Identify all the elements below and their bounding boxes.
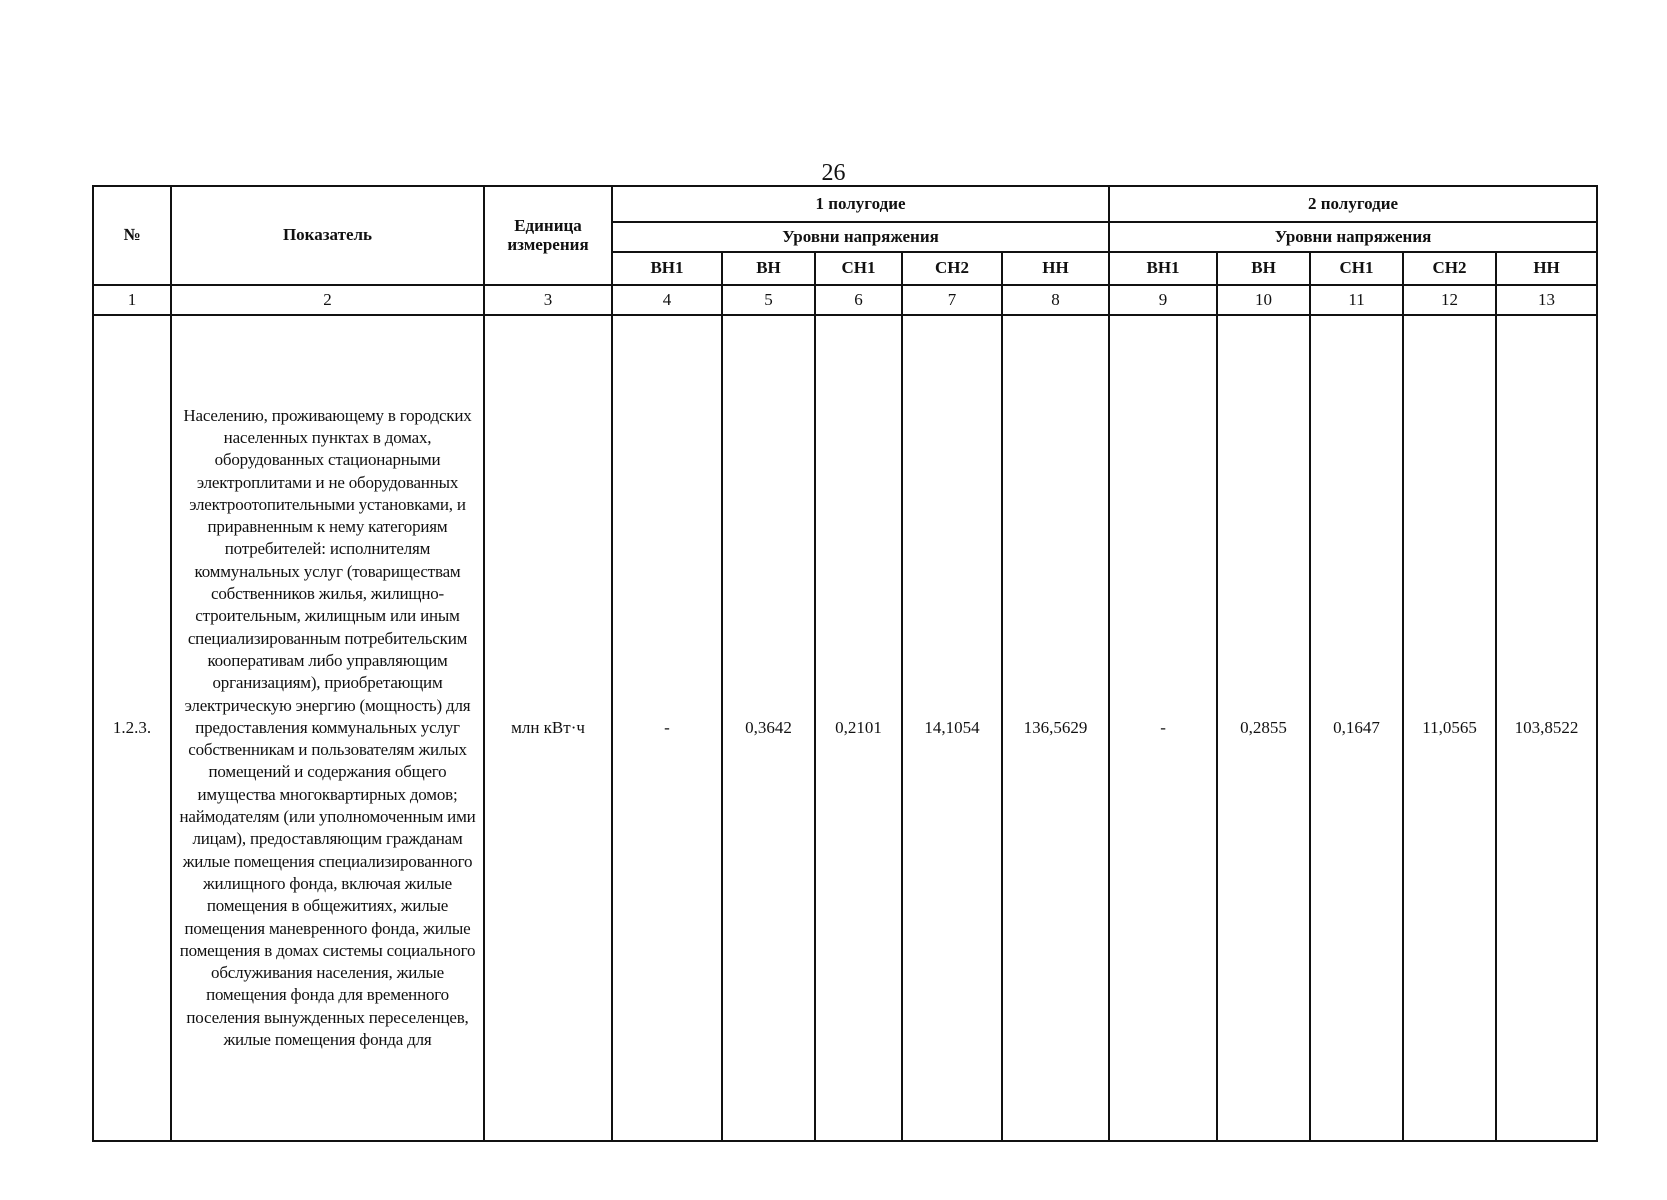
column-number: 9 xyxy=(1109,285,1217,315)
header-level-sn1-h2: СН1 xyxy=(1310,252,1403,285)
value-h1-vn: 0,3642 xyxy=(722,315,815,1141)
column-number: 13 xyxy=(1496,285,1597,315)
header-unit: Единица измерения xyxy=(484,186,612,285)
table-row xyxy=(93,315,1597,1141)
header-voltage-levels-1: Уровни напряжения xyxy=(612,222,1109,252)
value-h2-vn1: - xyxy=(1109,315,1217,1141)
column-number: 3 xyxy=(484,285,612,315)
value-h1-sn2: 14,1054 xyxy=(902,315,1002,1141)
column-number: 5 xyxy=(722,285,815,315)
column-number-row xyxy=(93,285,1597,315)
column-number: 10 xyxy=(1217,285,1310,315)
column-number: 1 xyxy=(93,285,171,315)
header-level-vn1-h1: ВН1 xyxy=(612,252,722,285)
tariff-balance-table xyxy=(92,185,1598,1142)
value-h2-vn: 0,2855 xyxy=(1217,315,1310,1141)
column-number: 11 xyxy=(1310,285,1403,315)
page-number: 26 xyxy=(821,160,846,186)
row-unit: млн кВт·ч xyxy=(484,315,612,1141)
header-row-halves xyxy=(93,186,1597,222)
header-level-vn1-h2: ВН1 xyxy=(1109,252,1217,285)
header-voltage-levels-2: Уровни напряжения xyxy=(1109,222,1597,252)
value-h1-nn: 136,5629 xyxy=(1002,315,1109,1141)
header-number: № xyxy=(93,186,171,285)
header-level-vn-h1: ВН xyxy=(722,252,815,285)
value-h1-vn1: - xyxy=(612,315,722,1141)
column-number: 6 xyxy=(815,285,902,315)
header-half-1: 1 полугодие xyxy=(612,186,1109,222)
row-description: Населению, проживающему в городских населенных пунктах в домах, оборудованных стационарными электроплитами и не оборудованных электроотопительными установками, и приравненным к нему категориям потребителей: исполнителям коммунальных услуг (товариществам собственников жилья, жилищно-строительным, жилищным или иным специализированным потребительским кооперативам либо управляющим организациям), приобретающим электрическую энергию (мощность) для предоставления коммунальных услуг собственникам и пользователям жилых помещений и содержания общего имущества многоквартирных домов; наймодателям (или уполномоченным ими лицам), предоставляющим гражданам жилые помещения специализированного жилищного фонда, включая жилые помещения в общежитиях, жилые помещения маневренного фонда, жилые помещения в домах системы социального обслуживания населения, жилые помещения фонда для временного поселения вынужденных переселенцев, жилые помещения фонда для xyxy=(171,315,484,1141)
value-h1-sn1: 0,2101 xyxy=(815,315,902,1141)
header-level-sn2-h2: СН2 xyxy=(1403,252,1496,285)
column-number: 4 xyxy=(612,285,722,315)
header-level-sn1-h1: СН1 xyxy=(815,252,902,285)
column-number: 12 xyxy=(1403,285,1496,315)
header-level-sn2-h1: СН2 xyxy=(902,252,1002,285)
value-h2-sn1: 0,1647 xyxy=(1310,315,1403,1141)
column-number: 2 xyxy=(171,285,484,315)
column-number: 8 xyxy=(1002,285,1109,315)
column-number: 7 xyxy=(902,285,1002,315)
header-indicator: Показатель xyxy=(171,186,484,285)
value-h2-nn: 103,8522 xyxy=(1496,315,1597,1141)
header-level-nn-h2: НН xyxy=(1496,252,1597,285)
row-number: 1.2.3. xyxy=(93,315,171,1141)
header-half-2: 2 полугодие xyxy=(1109,186,1597,222)
header-level-vn-h2: ВН xyxy=(1217,252,1310,285)
value-h2-sn2: 11,0565 xyxy=(1403,315,1496,1141)
header-level-nn-h1: НН xyxy=(1002,252,1109,285)
